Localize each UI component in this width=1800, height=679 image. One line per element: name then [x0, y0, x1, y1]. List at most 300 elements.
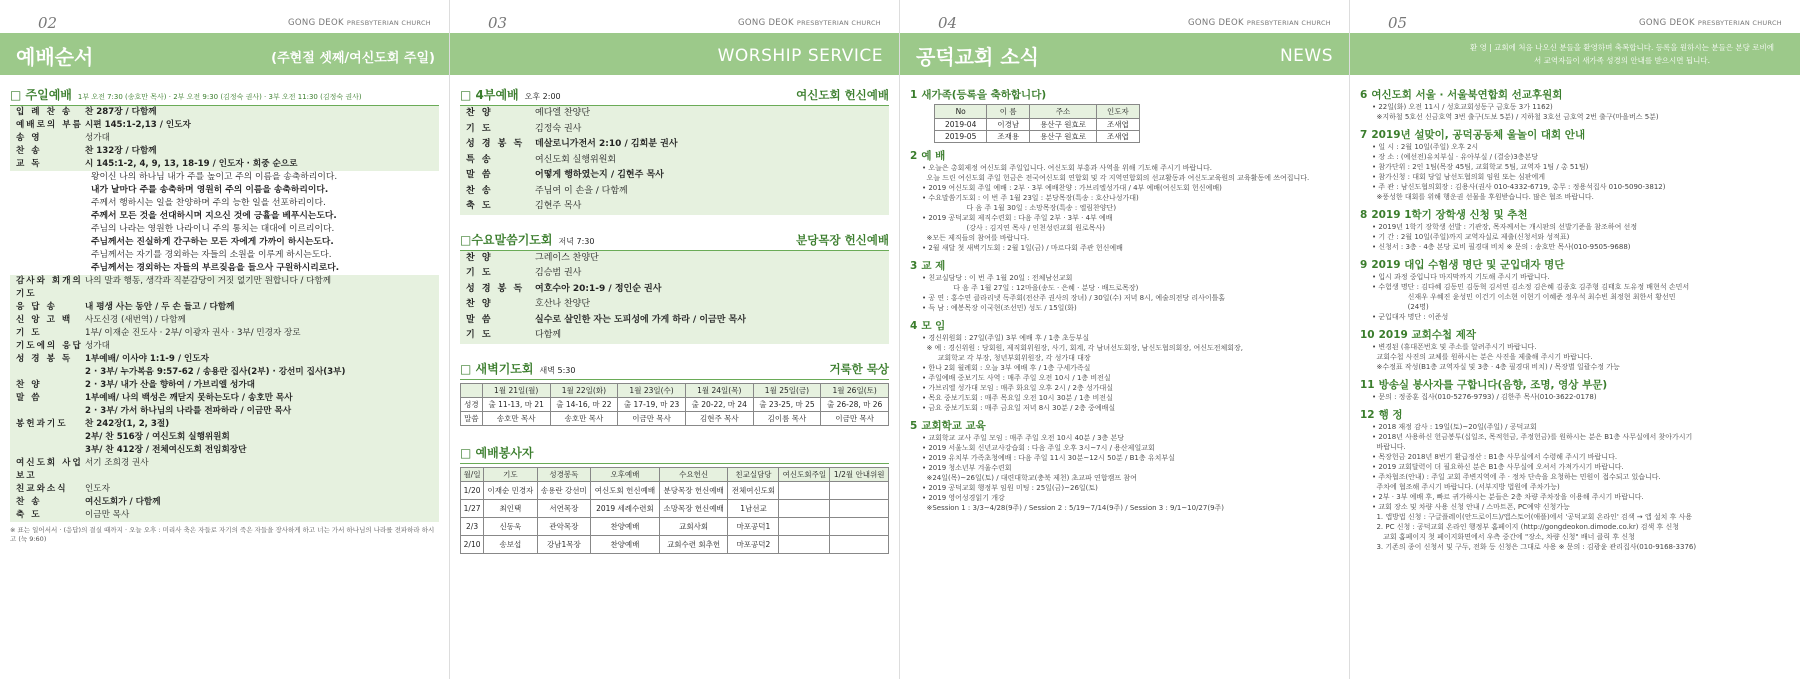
table-header: 여신도회주일: [779, 467, 830, 481]
order-label: 감사와 회개의 기도: [16, 276, 83, 299]
church-name: GONG DEOK PRESBYTERIAN CHURCH: [288, 18, 431, 28]
news-line: 신재우 우혜진 윤성민 이건기 이소현 이현기 이혜준 정우석 최수빈 최정현 최한서 황선민: [1372, 293, 1676, 301]
table-cell: 소망목장 헌신예배: [659, 499, 728, 517]
psalm-line: 주님께서는 진실하게 간구하는 모든 자에게 가까이 하시는도다.: [91, 237, 334, 247]
table-row: [935, 119, 1140, 131]
order-value: 1부/ 이재순 진도사 · 2부/ 이광자 권사 · 3부/ 민경자 장로: [85, 328, 301, 338]
news-line: ※Session 1 : 3/3~4/28(9주) / Session 2 : 5/19~7/14(9주) / Session 3 : 9/1~10/27(9주): [922, 504, 1225, 512]
order-label: 찬 송: [16, 146, 42, 156]
table-row: [461, 397, 889, 411]
order-label: 봉헌과기도: [16, 419, 68, 429]
news-heading: [1360, 207, 1790, 222]
order-row: [10, 145, 439, 158]
section-header: [460, 86, 889, 106]
table-cell: 신동욱: [484, 517, 537, 535]
order-row: [10, 444, 439, 457]
order-value: 김승범 권사: [535, 268, 582, 278]
table-row: [935, 131, 1140, 143]
order-label: 예배로의 부름: [16, 120, 83, 130]
news-heading: [1360, 87, 1790, 102]
order-row: [10, 379, 439, 392]
news-number: 4: [910, 320, 918, 332]
news-line: • 금요 중보기도회 : 매주 금요일 저녁 8시 30분 / 2층 중예배실: [922, 404, 1116, 412]
order-row: [460, 251, 889, 267]
news-line: • 참가신청 : 대회 당일 남선도협의회 임원 또는 심판에게: [1372, 173, 1546, 181]
news-line: • 2부 · 3부 예배 후, 빠르 귀가하시는 분들은 2층 차량 주차장을 이용해 주시기 바랍니다.: [1372, 493, 1644, 501]
table-header: 오후예배: [591, 467, 660, 481]
order-value: 서기 조희경 권사: [85, 458, 149, 468]
order-value: 인도자: [85, 484, 110, 494]
news-line: 다 음 주 1월 30일 : 소망목장(특송 : 엘림찬양단): [922, 204, 1117, 212]
news-heading: [1360, 327, 1790, 342]
news-line: 바랍니다.: [1372, 443, 1406, 451]
welcome-notice: 환 영 | 교회에 처음 나오신 분들을 환영하며 축복합니다. 등록을 원하시는 분들은 본당 로비에서 교역자들이 새가족 성경의 안내를 받으시면 됩니다.: [1470, 43, 1774, 65]
table-cell: 이금만 목사: [618, 411, 686, 425]
news-line: • 2019 공덕교회 제직수련회 : 다음 주일 2부 · 3부 · 4부 예배: [922, 214, 1113, 222]
table-cell: 말씀: [461, 411, 483, 425]
table-cell: [830, 517, 889, 535]
table-header: 이 름: [987, 105, 1030, 119]
title-band: [1350, 33, 1800, 75]
spacer: [460, 344, 889, 356]
order-label: 찬 양: [466, 299, 493, 309]
order-value: 어떻게 행하였는지 / 김현주 목사: [535, 170, 664, 180]
newcomer-table: [934, 104, 1140, 143]
table-cell: 조새엽: [1096, 119, 1139, 131]
order-label: 찬 송: [466, 185, 493, 196]
table-cell: 이경남: [987, 119, 1030, 131]
news-line: • 2019 여신도회 주일 예배 : 2부 · 3부 예배찬양 : 가브리엘성가대 / 4부 예배(여신도회 헌신예배): [922, 184, 1222, 192]
news-line: • 군입대자 명단 : 이준성: [1372, 313, 1449, 321]
news-line: ※24일(목)~26일(토) / 대련대학교(충북 제천) 초교파 연합캠프 참여: [922, 474, 1137, 482]
order-value: 사도신경 (새번역) / 다함께: [85, 315, 186, 325]
order-label: 축 도: [16, 510, 42, 520]
order-row: [10, 275, 439, 301]
page-05: [1350, 0, 1800, 679]
table-cell: 김현주 목사: [685, 411, 753, 425]
section-title: □ 4부예배: [460, 88, 519, 102]
order-value: 여신도회 실행위원회: [535, 154, 617, 165]
order-row: [10, 353, 439, 366]
order-value: 예다엘 찬양단: [535, 108, 591, 118]
table-cell: 교회사회: [659, 517, 728, 535]
news-number: 1: [910, 89, 918, 101]
psalm-line: 주께서 행하시는 일을 찬양하며 주의 능한 일을 선포하리이다.: [91, 198, 326, 208]
order-value: 2부/ 찬 516장 / 여신도회 실행위원회: [85, 432, 230, 442]
order-row: [460, 137, 889, 153]
news-heading: [910, 418, 1339, 433]
table-cell: [779, 499, 830, 517]
order-row: [10, 119, 439, 132]
order-label: 말 씀: [16, 393, 42, 403]
order-value: 다함께: [535, 330, 562, 340]
order-value: 찬 287장 / 다함께: [85, 107, 157, 117]
page-03: [450, 0, 900, 679]
order-value: 김정숙 권사: [535, 123, 582, 134]
order-row: [10, 509, 439, 522]
order-label: 기 도: [466, 268, 493, 278]
table-header: 1월 21일(월): [482, 383, 550, 397]
news-line: • 장 소 : (예선전)유치부실 · 유아부실 / (결승)3층본당: [1372, 153, 1538, 161]
news-line: 오늘 드린 여신도회 주일 헌금은 전국여신도회 연합회 및 각 지역연합회의 선교활동과 여신도교육원의 교육활동에 쓰여집니다.: [922, 174, 1310, 182]
table-cell: 송호만 목사: [482, 411, 550, 425]
news-title: 2019년 설맞이, 공덕공동체 울놀이 대회 안내: [1371, 129, 1586, 141]
table-cell: 용산구 원효로: [1030, 119, 1097, 131]
order-value: 시편 145:1-2,13 / 인도자: [85, 120, 191, 130]
news-line: 교회학교 각 부장, 청년부회위원장, 각 성가대 대장: [922, 354, 1091, 362]
order-row: [460, 328, 889, 344]
news-line: ※ 예 : 경신위원 : 당회원, 제직회위원장, 사기, 회계, 각 남녀선도회장, 남신도협의회장, 여신도전체회장,: [922, 344, 1244, 352]
table-cell: 조새엽: [1096, 131, 1139, 143]
order-row: [10, 496, 439, 509]
psalm-line: 주님의 나라는 영원한 나라이니 주의 통치는 대대에 이르리이다.: [91, 224, 335, 234]
order-value: 2 · 3부/ 내가 산을 향하여 / 가브리엘 성가대: [85, 380, 255, 390]
section-theme: 분당목장 헌신예배: [796, 232, 889, 247]
page-number: 02: [38, 14, 58, 32]
table-cell: 찬양예배: [591, 535, 660, 553]
order-row: [10, 366, 439, 379]
table-cell: 출 14-16, 마 22: [550, 397, 618, 411]
table-cell: 송보섭: [484, 535, 537, 553]
news-title: 행 정: [1378, 409, 1403, 421]
news-line: • 참가단위 : 2인 1팀(목장 45팀, 교회학교 5팀, 교역자 1팀 / 총 51팀): [1372, 163, 1589, 171]
order-value: 주님여 이 손을 / 다함께: [535, 185, 628, 196]
order-value: 여호수아 20:1-9 / 정인순 권사: [535, 283, 662, 294]
table-header: 기도: [484, 467, 537, 481]
news-line: • 2019 청소년부 겨울수련회: [922, 464, 1012, 472]
news-line: 교회 홈페이지 첫 페이지화면에서 우측 중간에 "장소, 차량 신청" 배너 클릭 후 신청: [1372, 533, 1635, 541]
news-line: • 한나 2회 월례회 : 오늘 3부 예배 후 / 1층 구세가족실: [922, 364, 1091, 372]
order-row: [460, 122, 889, 138]
table-cell: 마포공덕1: [728, 517, 779, 535]
news-number: 3: [910, 260, 918, 272]
news-line: ※풍성한 대회를 위해 행운권 선물을 후원받습니다. 많은 협조 바랍니다.: [1372, 193, 1594, 201]
order-value: 1부예배/ 나의 백성은 깨닫지 못하는도다 / 송호만 목사: [85, 393, 293, 403]
news-line: • 입시 과정 중입니다 마지막까지 기도해 주시기 바랍니다.: [1372, 273, 1550, 281]
page-subtitle: (주현절 셋째/여신도회 주일): [271, 51, 435, 66]
table-row: [461, 517, 889, 535]
table-row: [461, 411, 889, 425]
news-line: • 문의 : 정종훈 집사(010-5276-9793) / 김한주 목사(010-3622-0178): [1372, 393, 1597, 401]
order-value: 3부/ 찬 412장 / 전체여신도회 전임회장단: [85, 445, 247, 455]
page-title: 예배순서: [16, 45, 94, 69]
table-cell: 출 20-22, 마 24: [685, 397, 753, 411]
table-cell: 성경: [461, 397, 483, 411]
section-header: □ 주일예배 1부 오전 7:30 (송호만 목사) · 2부 오전 9:30 (김정숙 권사) · 3부 오전 11:30 (김정숙 권사): [10, 86, 439, 106]
order-row: [10, 457, 439, 483]
table-header: 친교실담당: [728, 467, 779, 481]
news-line: • 2월 새달 첫 새벽기도회 : 2월 1일(금) / 마르다회 주관 헌신예배: [922, 244, 1123, 252]
order-row: [460, 266, 889, 282]
section-title: □ 예배봉사자: [460, 445, 534, 460]
table-cell: 1남선교: [728, 499, 779, 517]
worship-services: [450, 82, 899, 679]
table-header: 1월 24일(목): [685, 383, 753, 397]
order-label: 찬 양: [466, 252, 493, 263]
page-04: [900, 0, 1350, 679]
order-row: [10, 431, 439, 444]
section-theme: 거룩한 묵상: [829, 361, 889, 376]
news-line: ※지하철 5호선 신금호역 3번 출구(도보 5분) / 지하철 3호선 금호역 2번 출구(마을버스 5분): [1372, 113, 1659, 121]
news-line: • 경신위원회 : 27일(주일) 3부 예배 후 / 1층 초등부실: [922, 334, 1090, 342]
order-value: 그레이스 찬양단: [535, 252, 599, 263]
table-row: [461, 499, 889, 517]
section-title: □수요말씀기도회: [460, 232, 553, 247]
spacer: [460, 426, 889, 440]
news-line: • 2019 영어성경읽기 개강: [922, 494, 1005, 502]
psalm-line: 주님께서는 경외하는 자들의 부르짖음을 들으사 구원하시리로다.: [91, 263, 340, 273]
news-line: • 목요 중보기도회 : 매주 목요일 오전 10시 30분 / 1층 비전실: [922, 394, 1113, 402]
title-band: [450, 33, 899, 75]
order-row: [460, 297, 889, 313]
news-line: 주차에 협조해 주시기 바랍니다. (서부지방 법원에 주차가능): [1372, 483, 1560, 491]
news-title: 방송실 봉사자를 구합니다(음향, 조명, 영상 부문): [1378, 379, 1608, 391]
order-label: 기 도: [466, 330, 493, 340]
table-cell: 2/10: [461, 535, 484, 553]
news-line: • 가브리엘 성가대 모임 : 매주 화요일 오후 2시 / 2층 성가대실: [922, 384, 1113, 392]
table-cell: 서연목장: [537, 499, 590, 517]
psalm-line: 주님께서는 자기를 경외하는 자들의 소원을 이루게 하시는도다.: [91, 250, 332, 260]
news-number: 11: [1360, 379, 1375, 391]
table-cell: 이금만 목사: [821, 411, 889, 425]
news-title: 예 배: [921, 150, 946, 162]
news-line: • 교회학교 교사 주일 모임 : 매주 주일 오전 10시 40분 / 3층 본당: [922, 434, 1125, 442]
table-cell: 송용란 강선미: [537, 481, 590, 499]
table-cell: 이재순 민경자: [484, 481, 537, 499]
news-number: 5: [910, 420, 918, 432]
table-header: 1월 22일(화): [550, 383, 618, 397]
order-value: 여신도회가 / 다함께: [85, 497, 161, 507]
news-line: 다 음 주 1월 27일 : 12마을(송도 · 은혜 · 분당 · 배드로목장): [922, 284, 1139, 292]
order-value: 성가대: [85, 133, 110, 143]
news-line: • 수험생 명단 : 김다혜 김동민 김동혁 김서연 김소정 김은혜 김종호 김주형 김태호 도유정 배현석 손민서: [1372, 283, 1690, 291]
table-cell: 여신도회 헌신예배: [591, 481, 660, 499]
news-line: • 친교실담당 : 이 번 주 1월 20일 : 전체남선교회: [922, 274, 1073, 282]
news-line: 1. 앱방법 신청 : 구글플레이(안드로이드)/앱스토어(애플)에서 '공덕교회 온라인' 검색 → 앱 설치 후 사용: [1372, 513, 1693, 521]
order-row: [460, 199, 889, 215]
church-name: GONG DEOK PRESBYTERIAN CHURCH: [738, 18, 881, 28]
schedule-table: [460, 383, 889, 426]
news-list: [900, 82, 1349, 679]
news-line: • 주일예배 중보기도 사역 : 매주 주일 오전 10시 / 1층 비전실: [922, 374, 1111, 382]
table-row: [461, 535, 889, 553]
news-line: • 2018년 사용하신 헌금봉투(십일조, 목적헌금, 주정헌금)를 원하시는 분은 B1층 사무실에서 찾아가시기: [1372, 433, 1693, 441]
news-heading: [910, 258, 1339, 273]
order-row: [10, 418, 439, 431]
news-title: 새가족(등록을 축하합니다): [921, 89, 1047, 101]
table-cell: 전체여신도회: [728, 481, 779, 499]
news-title: 2019 1학기 장학생 신청 및 추천: [1371, 209, 1528, 221]
order-label: 말 씀: [466, 314, 493, 325]
news-number: 7: [1360, 129, 1368, 141]
table-header: 월/일: [461, 467, 484, 481]
order-label: 여신도회 사업보고: [16, 458, 83, 481]
church-name: GONG DEOK PRESBYTERIAN CHURCH: [1188, 18, 1331, 28]
order-row: [10, 106, 439, 119]
order-label: 기 도: [466, 123, 493, 134]
table-cell: 출 23-25, 마 25: [753, 397, 821, 411]
news-line: • 수요말씀기도회 : 이 번 주 1월 23일 : 분당목장(특송 : 호산나성가대): [922, 194, 1139, 202]
order-value: 시 145:1-2, 4, 9, 13, 18-19 / 인도자 · 회중 순으로: [85, 159, 298, 169]
page-title-en: WORSHIP SERVICE: [717, 46, 883, 66]
table-cell: 1/27: [461, 499, 484, 517]
page-title: 공덕교회 소식: [916, 45, 1039, 69]
news-line: • 2019 공덕교회 행정부 임원 미팅 : 25일(금)~26일(토): [922, 484, 1098, 492]
order-label: 성 경 봉 독: [466, 283, 525, 294]
schedule-table: [460, 467, 889, 554]
table-header: 수요헌신: [659, 467, 728, 481]
news-heading: [1360, 257, 1790, 272]
order-row: [10, 392, 439, 405]
table-header: 성경봉독: [537, 467, 590, 481]
table-header: No: [935, 105, 987, 119]
order-row: [10, 483, 439, 496]
psalm-line: 왕이신 나의 하나님 내가 주를 높이고 주의 이름을 송축하리이다.: [91, 172, 338, 182]
news-heading: [1360, 377, 1790, 392]
news-title: 모 임: [921, 320, 946, 332]
table-cell: 마포공덕2: [728, 535, 779, 553]
news-line: ※모든 제직들의 참여를 바랍니다.: [922, 234, 1030, 242]
news-title: 교회학교 교육: [921, 420, 986, 432]
order-row: [460, 153, 889, 169]
order-label: 입 례 찬 송: [16, 107, 73, 117]
news-line: • 2019 서울노회 신년교사강습회 : 다음 주일 오후 3시~7시 / 용산제일교회: [922, 444, 1155, 452]
table-cell: 용산구 원효로: [1030, 131, 1097, 143]
news-title: 여신도회 서울 · 서울북연합회 선교후원회: [1371, 89, 1563, 101]
news-line: • 2019 유치부 가족초청예배 : 다음 주일 11시 30분~12시 50분 / B1층 유치부실: [922, 454, 1175, 462]
table-header: 1월 26일(토): [821, 383, 889, 397]
section-time: 새벽 5:30: [539, 365, 576, 375]
order-row: [460, 184, 889, 200]
table-cell: [779, 535, 830, 553]
title-band: [900, 33, 1349, 75]
table-cell: 찬양예배: [591, 517, 660, 535]
order-label: 기도에의 응답: [16, 341, 83, 351]
table-cell: 출 17-19, 마 23: [618, 397, 686, 411]
section-header: [460, 444, 889, 464]
table-cell: 교회수련 회추헌: [659, 535, 728, 553]
table-cell: 김이름 목사: [753, 411, 821, 425]
order-label: 성 경 봉 독: [16, 354, 73, 364]
news-line: • 2018 재정 감사 : 19일(토)~20일(주일) / 공덕교회: [1372, 423, 1537, 431]
page-02: [0, 0, 450, 679]
order-value: 찬 132장 / 다함께: [85, 146, 157, 156]
order-value: 2 · 3부/ 가서 하나님의 나라를 전파하라 / 이금만 목사: [85, 406, 292, 416]
order-row: [10, 132, 439, 145]
news-line: • 신청서 : 3층 · 4층 본당 로비 필경대 비치 ※ 문의 : 송호만 목사(010-9505-9688): [1372, 243, 1631, 251]
news-line: (강사 : 김지연 목사 / 인천성린교회 원로목사): [922, 224, 1105, 232]
table-cell: 강남1목장: [537, 535, 590, 553]
table-cell: 출 11-13, 마 21: [482, 397, 550, 411]
table-header: 인도자: [1096, 105, 1139, 119]
news-line: • 주 관 : 남신도협의회장 : 김용사(권사 010-4332-6719, 총무 : 정용석집사 010-5090-3812): [1372, 183, 1666, 191]
order-label: 축 도: [466, 201, 493, 211]
news-line: • 득 남 : 예봉목장 이국현(조선민) 성도 / 15일(화): [922, 304, 1077, 312]
worship-order: [0, 82, 449, 679]
psalm-line: 주께서 모든 것을 선대하시며 지으신 것에 긍휼을 베푸시는도다.: [91, 211, 337, 221]
news-line: • 일 시 : 2월 10일(주일) 오후 2시: [1372, 143, 1479, 151]
order-label: 성 경 봉 독: [466, 139, 525, 149]
news-line: • 변경된 (휴대폰번호 및 주소를 알려주시기 바랍니다.: [1372, 343, 1537, 351]
table-cell: 분당목장 헌신예배: [659, 481, 728, 499]
table-cell: 출 26-28, 마 26: [821, 397, 889, 411]
footnote: ※ 표는 일어서서 · (응답)의 결실 때까지 · 오늘 오후 : 미리사 축은 자들로 자기의 죽은 자들을 장사하게 하고 너는 가서 하나님의 나라를 전파하라 하시고 (눅 9:60): [10, 526, 435, 543]
spacer: [460, 215, 889, 227]
table-header: 1월 25일(금): [753, 383, 821, 397]
news-number: 6: [1360, 89, 1368, 101]
news-line: • 2019년 1학기 장학생 선발 : 기관장, 목자께서는 개시판의 선발기준을 참조하여 선정: [1372, 223, 1638, 231]
news-line: • 오늘은 총회제정 여신도회 주일입니다. 여신도회 부흥과 사역을 위해 기도해 주시기 바랍니다.: [922, 164, 1213, 172]
order-label: 친교와소식: [16, 484, 68, 494]
order-row: [10, 327, 439, 340]
news-line: • 교회 장소 및 차량 사용 신청 안내 / 스마트폰, PC예약 신청가능: [1372, 503, 1570, 511]
order-label: 찬 양: [466, 108, 493, 118]
news-number: 2: [910, 150, 918, 162]
psalm-line: 내가 날마다 주를 송축하며 영원히 주의 이름을 송축하리이다.: [91, 185, 329, 195]
news-line: • 목장헌금 2018년 8번기 환급정산 : B1층 사무실에서 수령해 주시기 바랍니다.: [1372, 453, 1618, 461]
news-title: 교 제: [921, 260, 946, 272]
psalm-text: [10, 171, 439, 275]
news-line: 교회수첩 사진의 교체를 원하시는 분은 사진을 제출해 주시기 바랍니다.: [1372, 353, 1593, 361]
table-header: 1월 23일(수): [618, 383, 686, 397]
news-list: [1350, 82, 1800, 679]
table-cell: [779, 481, 830, 499]
table-cell: 2019 세례수련회: [591, 499, 660, 517]
news-number: 9: [1360, 259, 1368, 271]
table-cell: [830, 481, 889, 499]
news-line: 3. 기존의 종이 신청서 및 구두, 전화 등 신청은 그대로 사용 ※ 문의 : 김광윤 관리집사(010-9168-3376): [1372, 543, 1697, 551]
order-label: [10, 366, 85, 379]
news-line: • 2019 교회달력이 더 필요하신 분은 B1층 사무실에 오셔서 가져가시기 바랍니다.: [1372, 463, 1624, 471]
title-band: [0, 33, 449, 75]
section-theme: 여신도회 헌신예배: [796, 88, 889, 102]
order-row: [460, 106, 889, 122]
news-number: 12: [1360, 409, 1375, 421]
section-header: [460, 360, 889, 380]
page-title-en: NEWS: [1279, 46, 1333, 66]
spacer: [460, 554, 889, 568]
table-cell: [830, 499, 889, 517]
order-row: [10, 340, 439, 353]
news-number: 10: [1360, 329, 1375, 341]
news-heading: [1360, 127, 1790, 142]
order-value: 이금만 목사: [85, 510, 130, 520]
news-title: 2019 대입 수험생 명단 및 군입대자 명단: [1371, 259, 1565, 271]
church-name: GONG DEOK PRESBYTERIAN CHURCH: [1639, 18, 1782, 28]
table-cell: [779, 517, 830, 535]
page-number: 03: [488, 14, 508, 32]
order-row: [10, 405, 439, 418]
table-row: [461, 481, 889, 499]
news-heading: [1360, 407, 1790, 422]
order-label: 신 앙 고 백: [16, 315, 73, 325]
table-cell: 1/20: [461, 481, 484, 499]
news-line: • 공 연 : 홍수연 클라리넷 독주회(전산주 권사의 장녀) / 30일(수) 저녁 8시, 예술의전당 리사이틀홀: [922, 294, 1226, 302]
section-header: [460, 231, 889, 251]
table-cell: 2/3: [461, 517, 484, 535]
table-cell: 2019-04: [935, 119, 987, 131]
order-label: 교 독: [16, 159, 42, 169]
order-row: [10, 301, 439, 314]
news-line: 2. PC 신청 : 공덕교회 온라인 행정부 홈페이지 (http://gongdeokon.dimode.co.kr) 검색 후 신청: [1372, 523, 1680, 531]
order-row: [10, 158, 439, 171]
news-number: 8: [1360, 209, 1368, 221]
order-value: 나의 말과 행동, 생각과 직분감당이 거짓 없기만 원합니다 / 다함께: [85, 276, 332, 286]
table-cell: 2019-05: [935, 131, 987, 143]
table-cell: 관악목장: [537, 517, 590, 535]
order-label: 말 씀: [466, 170, 493, 180]
order-value: 김현주 목사: [535, 201, 582, 211]
